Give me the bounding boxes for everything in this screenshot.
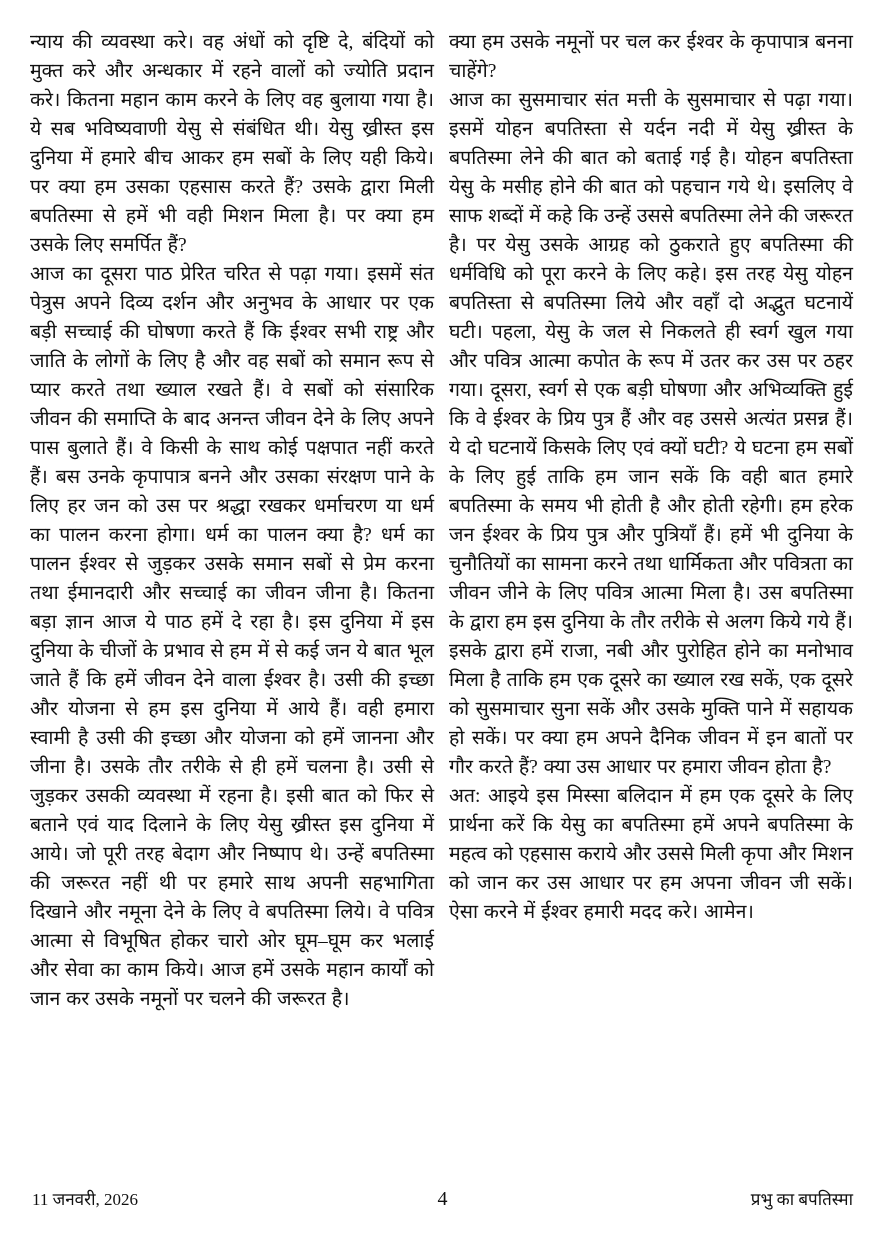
page-footer xyxy=(32,1188,853,1211)
footer-title: प्रभु का बपतिस्मा xyxy=(750,1190,853,1209)
body-paragraph: क्या हम उसके नमूनों पर चल कर ईश्वर के कृपापात्र बनना चाहेंगे? xyxy=(449,32,853,82)
body-paragraph: अत: आइये इस मिस्सा बलिदान में हम एक दूसरे के लिए प्रार्थना करें कि येसु का बपतिस्मा हमें अपने बपतिस्मा के महत्व को एहसास कराये और उससे मिली कृपा और मिशन को जान कर उस आधार पर हम अपना जीवन जी सकें। ऐसा करने में ईश्वर हमारी मदद करे। आमेन। xyxy=(449,786,853,923)
page-number: 4 xyxy=(437,1188,448,1210)
left-column xyxy=(30,28,434,1014)
body-paragraph: आज का दूसरा पाठ प्रेरित चरित से पढ़ा गया। इसमें संत पेत्रुस अपने दिव्य दर्शन और अनुभव के आधार पर एक बड़ी सच्चाई की घोषणा करते हैं कि ईश्वर सभी राष्ट्र और जाति के लोगों के लिए है और वह सबों को समान रूप से प्यार करते तथा ख्याल रखते हैं। वे सबों को संसारिक जीवन की समाप्ति के बाद अनन्त जीवन देने के लिए अपने पास बुलाते हैं। वे किसी के साथ कोई पक्षपात नहीं करते हैं। बस उनके कृपापात्र बनने और उसका संरक्षण पाने के लिए हर जन को उस पर श्रद्धा रखकर धर्माचरण या धर्म का पालन करना होगा। धर्म का पालन क्या है? धर्म का पालन ईश्वर से जुड़कर उसके समान सबों से प्रेम करना तथा ईमानदारी और सच्चाई का जीवन जीना है। कितना बड़ा ज्ञान आज ये पाठ हमें दे रहा है। इस दुनिया में इस दुनिया के चीजों के प्रभाव से हम में से कई जन ये बात भूल जाते हैं कि हमें जीवन देने वाला ईश्वर है। उसी की इच्छा और योजना से हम इस दुनिया में आये हैं। वही हमारा स्वामी है उसी की इच्छा और योजना को हमें जानना और जीना है। उसके तौर तरीके से ही हमें चलना है। उसी से जुड़कर उसकी व्यवस्था में रहना है। इसी बात को फिर से बताने एवं याद दिलाने के लिए येसु ख्रीस्त इस दुनिया में आये। जो पूरी तरह बेदाग और निष्पाप थे। उन्हें बपतिस्मा की जरूरत नहीं थी पर हमारे साथ अपनी सहभागिता दिखाने और नमूना देने के लिए वे बपतिस्मा लिये। वे पवित्र आत्मा से विभूषित होकर चारो ओर घूम–घूम कर भलाई और सेवा का काम किये। आज हमें उसके महान कार्यों को जान कर उसके नमूनों पर चलने की जरूरत है। xyxy=(30,264,434,1010)
right-column xyxy=(449,28,853,1014)
footer-date: 11 जनवरी, 2026 xyxy=(32,1190,138,1209)
two-column-layout xyxy=(30,28,853,1014)
body-paragraph: न्याय की व्यवस्था करे। वह अंधों को दृष्टि दे, बंदियों को मुक्त करे और अन्धकार में रहने वालों को ज्योति प्रदान करे। कितना महान काम करने के लिए वह बुलाया गया है। ये सब भविष्यवाणी येसु से संबंधित थी। येसु ख्रीस्त इस दुनिया में हमारे बीच आकर हम सबों के लिए यही किये। पर क्या हम उसका एहसास करते हैं? उसके द्वारा मिली बपतिस्मा से हमें भी वही मिशन मिला है। पर क्या हम उसके लिए समर्पित हैं? xyxy=(30,32,434,256)
body-paragraph: आज का सुसमाचार संत मत्ती के सुसमाचार से पढ़ा गया। इसमें योहन बपतिस्ता से यर्दन नदी में येसु ख्रीस्त के बपतिस्मा लेने की बात को बताई गई है। योहन बपतिस्ता येसु के मसीह होने की बात को पहचान गये थे। इसलिए वे साफ शब्दों में कहे कि उन्हें उससे बपतिस्मा लेने की जरूरत है। पर येसु उसके आग्रह को ठुकराते हुए बपतिस्मा की धर्मविधि को पूरा करने के लिए कहे। इस तरह येसु योहन बपतिस्ता से बपतिस्मा लिये और वहाँ दो अद्भुत घटनायें घटी। पहला, येसु के जल से निकलते ही स्वर्ग खुल गया और पवित्र आत्मा कपोत के रूप में उतर कर उस पर ठहर गया। दूसरा, स्वर्ग से एक बड़ी घोषणा और अभिव्यक्ति हुई कि वे ईश्वर के प्रिय पुत्र हैं और वह उससे अत्यंत प्रसन्न हैं। ये दो घटनायें किसके लिए एवं क्यों घटी? ये घटना हम सबों के लिए हुई ताकि हम जान सकें कि वही बात हमारे बपतिस्मा के समय भी होती है और होती रहेगी। हम हरेक जन ईश्वर के प्रिय पुत्र और पुत्रियाँ हैं। हमें भी दुनिया के चुनौतियों का सामना करने तथा धार्मिकता और पवित्रता का जीवन जीने के लिए पवित्र आत्मा मिला है। उस बपतिस्मा के द्वारा हम इस दुनिया के तौर तरीके से अलग किये गये हैं। इसके द्वारा हमें राजा, नबी और पुरोहित होने का मनोभाव मिला है ताकि हम एक दूसरे का ख्याल रख सकें, एक दूसरे को सुसमाचार सुना सकें और उसके मुक्ति पाने में सहायक हो सकें। पर क्या हम अपने दैनिक जीवन में इन बातों पर गौर करते हैं? क्या उस आधार पर हमारा जीवन होता है? xyxy=(449,90,854,778)
